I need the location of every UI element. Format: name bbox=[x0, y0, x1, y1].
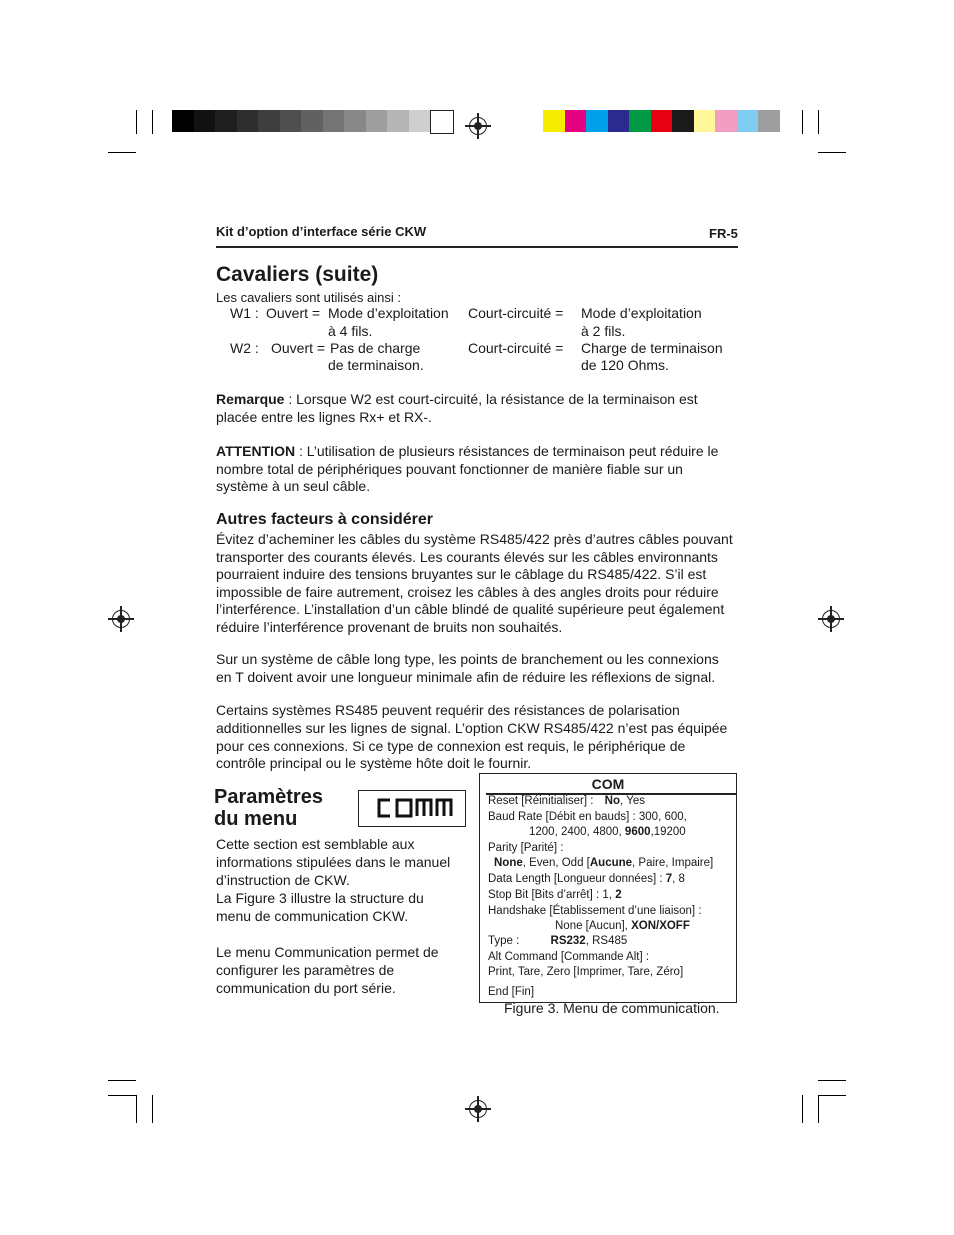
remark-label: Remarque bbox=[216, 391, 285, 407]
menu-reset-other: , Yes bbox=[620, 795, 645, 807]
crop-mark bbox=[108, 1095, 136, 1096]
calibration-swatch bbox=[366, 110, 388, 132]
menu-stop-default: 2 bbox=[615, 889, 622, 901]
menu-baud-default: 9600 bbox=[624, 826, 651, 838]
menu-reset-label: Reset [Réinitialiser] : bbox=[488, 795, 594, 807]
calibration-swatch bbox=[387, 110, 409, 132]
crop-mark bbox=[818, 1095, 819, 1123]
w2-open-line1: Pas de charge bbox=[330, 340, 421, 356]
crop-mark bbox=[818, 110, 819, 134]
calibration-swatch bbox=[430, 110, 454, 134]
communication-menu-figure bbox=[479, 773, 737, 1003]
calibration-swatch bbox=[608, 110, 630, 132]
menu-handshake-values bbox=[555, 919, 690, 933]
registration-mark-icon bbox=[469, 1100, 487, 1118]
calibration-swatch bbox=[694, 110, 716, 132]
calibration-swatch bbox=[565, 110, 587, 132]
w2-open-label: Ouvert = bbox=[271, 340, 326, 356]
menu-parity-mid: , Even, Odd [ bbox=[522, 857, 590, 869]
menu-alt-command: Alt Command [Commande Alt] : bbox=[488, 951, 650, 963]
menu-type-label: Type : bbox=[488, 935, 520, 947]
menu-stop-bit bbox=[488, 888, 622, 902]
lcd-display bbox=[358, 790, 466, 827]
calibration-swatch bbox=[543, 110, 565, 132]
calibration-swatch bbox=[586, 110, 608, 132]
menu-baud-values-a: 1200, 2400, 4800, bbox=[529, 826, 625, 838]
menu-data-label: Data Length [Longueur données] : bbox=[488, 873, 666, 885]
section-title-cavaliers: Cavaliers (suite) bbox=[216, 263, 379, 286]
w1-short-label: Court-circuité = bbox=[468, 305, 564, 321]
menu-data-default: 7 bbox=[665, 873, 673, 885]
w2-short-line1: Charge de terminaison bbox=[581, 340, 723, 356]
lcd-comm-glyphs bbox=[359, 791, 465, 826]
attention-label: ATTENTION bbox=[216, 443, 296, 459]
menu-baud-values bbox=[529, 825, 686, 839]
menu-baud: Baud Rate [Débit en bauds] : 300, 600, bbox=[488, 811, 687, 823]
calibration-swatch bbox=[301, 110, 323, 132]
menu-parity-values bbox=[494, 856, 713, 870]
crop-mark bbox=[818, 152, 846, 153]
attention-text: : L’utilisation de plusieurs résistances de terminaison peut réduire le nombre total de périphériques pouvant fonctionner de manière fiable sur un système à un seul câble. bbox=[216, 443, 719, 494]
remark-paragraph bbox=[216, 391, 736, 426]
w1-short-line2: à 2 fils. bbox=[581, 323, 626, 339]
menu-stop-label: Stop Bit [Bits d’arrêt] : 1, bbox=[488, 889, 616, 901]
calibration-swatch bbox=[215, 110, 237, 132]
calibration-swatch bbox=[651, 110, 673, 132]
section-title-parametres-line1: Paramètres bbox=[214, 786, 323, 808]
menu-paragraph-1: Cette section est semblable aux informations stipulées dans le manuel d’instruction de CKW. bbox=[216, 836, 451, 888]
lcd-text bbox=[465, 791, 466, 792]
calibration-swatch bbox=[629, 110, 651, 132]
w1-open-label: Ouvert = bbox=[266, 305, 321, 321]
w1-short-line1: Mode d’exploitation bbox=[581, 305, 702, 321]
menu-handshake-default: XON/XOFF bbox=[631, 920, 690, 932]
calibration-swatch bbox=[344, 110, 366, 132]
w1-open-line1: Mode d’exploitation bbox=[328, 305, 449, 321]
menu-type-other: , RS485 bbox=[585, 935, 628, 947]
menu-type bbox=[488, 934, 627, 948]
calibration-swatch bbox=[258, 110, 280, 132]
factors-paragraph-3: Certains systèmes RS485 peuvent requérir des résistances de polarisation additionnelles sur les lignes de signal. L’option CKW RS485/422 n’est pas équipée pour ces connexions. Si ce type de connexion est requis, le périphérique de contrôle principal ou le système hôte doit le fournir. bbox=[216, 702, 728, 772]
crop-mark bbox=[802, 1095, 803, 1123]
section-title-autres-facteurs: Autres facteurs à considérer bbox=[216, 511, 433, 528]
registration-mark-icon bbox=[469, 117, 487, 135]
registration-mark-icon bbox=[822, 610, 840, 628]
menu-parity-default-fr: Aucune bbox=[589, 857, 633, 869]
w2-label: W2 : bbox=[230, 340, 259, 356]
menu-handshake: Handshake [Établissement d’une liaison] : bbox=[488, 905, 702, 917]
section-title-parametres-line2: du menu bbox=[214, 808, 298, 830]
calibration-swatch bbox=[758, 110, 780, 132]
crop-mark bbox=[136, 110, 137, 134]
crop-mark bbox=[802, 110, 803, 134]
calibration-swatch bbox=[409, 110, 431, 132]
crop-mark bbox=[818, 1095, 846, 1096]
calibration-swatch bbox=[280, 110, 302, 132]
menu-parity-end: , Paire, Impaire] bbox=[632, 857, 714, 869]
intro-text: Les cavaliers sont utilisés ainsi : bbox=[216, 290, 401, 305]
calibration-swatch bbox=[194, 110, 216, 132]
calibration-swatch bbox=[172, 110, 194, 132]
running-title: Kit d’option d’interface série CKW bbox=[216, 224, 427, 239]
menu-end: End [Fin] bbox=[488, 986, 535, 998]
page-number: FR-5 bbox=[709, 226, 738, 241]
factors-paragraph-2: Sur un système de câble long type, les points de branchement ou les connexions en T doivent avoir une longueur minimale afin de réduire les réflexions de signal. bbox=[216, 651, 719, 685]
crop-mark bbox=[108, 152, 136, 153]
w2-short-line2: de 120 Ohms. bbox=[581, 357, 669, 373]
menu-paragraph-2: La Figure 3 illustre la structure du menu de communication CKW. bbox=[216, 890, 424, 924]
crop-mark bbox=[136, 1095, 137, 1123]
menu-reset-default: No bbox=[604, 795, 621, 807]
figure-caption: Figure 3. Menu de communication. bbox=[504, 1000, 720, 1016]
factors-paragraph-1: Évitez d’acheminer les câbles du système RS485/422 près d’autres câbles pouvant transporter des courants élevés. Les courants élevés sur les câbles environnants pourraient induire des tensions bruyantes sur le câblage du RS485/422. S’il est impossible de faire autrement, croisez les câbles à des angles droits pour réduire l’interférence. L’installation d’un câble blindé de qualité supérieure peut également réduire l’interférence provenant de bruits non souhaités. bbox=[216, 531, 733, 635]
w1-open-line2: à 4 fils. bbox=[328, 323, 373, 339]
menu-data-length bbox=[488, 872, 685, 886]
menu-paragraph-3: Le menu Communication permet de configurer les paramètres de communication du port série. bbox=[216, 944, 439, 996]
menu-data-other: , 8 bbox=[672, 873, 685, 885]
crop-mark bbox=[818, 1080, 846, 1081]
menu-parity-default: None bbox=[494, 857, 523, 869]
w1-label: W1 : bbox=[230, 305, 259, 321]
remark-text: : Lorsque W2 est court-circuité, la résistance de la terminaison est placée entre les lignes Rx+ et RX-. bbox=[216, 391, 698, 425]
header-rule bbox=[216, 246, 738, 248]
menu-baud-values-b: ,19200 bbox=[650, 826, 686, 838]
attention-paragraph bbox=[216, 443, 736, 496]
w2-open-line2: de terminaison. bbox=[328, 357, 424, 373]
calibration-swatch bbox=[737, 110, 759, 132]
menu-type-default: RS232 bbox=[550, 935, 586, 947]
calibration-swatch bbox=[715, 110, 737, 132]
crop-mark bbox=[108, 1080, 136, 1081]
menu-reset bbox=[488, 794, 645, 808]
registration-mark-icon bbox=[112, 610, 130, 628]
menu-alt-values: Print, Tare, Zero [Imprimer, Tare, Zéro] bbox=[488, 966, 684, 978]
calibration-swatch bbox=[323, 110, 345, 132]
crop-mark bbox=[152, 110, 153, 134]
menu-handshake-a: None [Aucun], bbox=[555, 920, 632, 932]
menu-heading: COM bbox=[591, 776, 625, 792]
calibration-swatch bbox=[237, 110, 259, 132]
crop-mark bbox=[152, 1095, 153, 1123]
menu-parity: Parity [Parité] : bbox=[488, 842, 564, 854]
calibration-swatch bbox=[672, 110, 694, 132]
w2-short-label: Court-circuité = bbox=[468, 340, 564, 356]
